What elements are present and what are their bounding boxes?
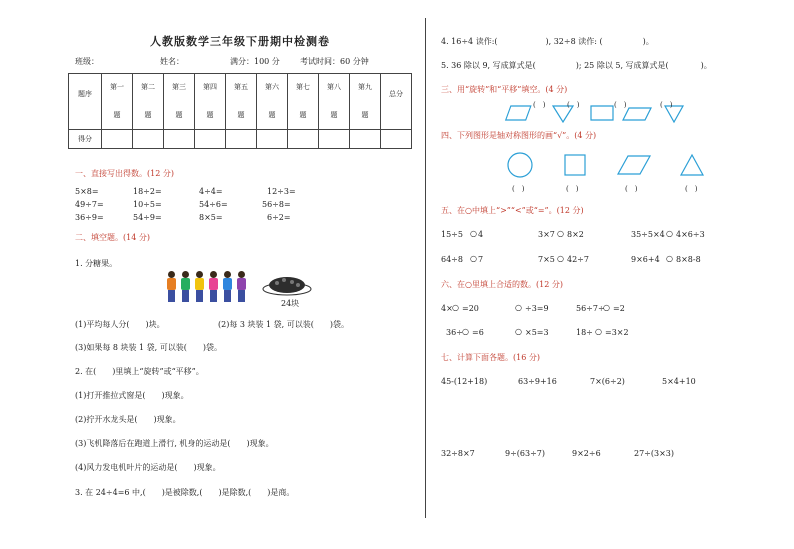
score-cell[interactable]: [195, 129, 226, 148]
header-cell-q8: 第八 题: [319, 74, 350, 130]
compare-circle[interactable]: ○: [470, 254, 477, 263]
question-2-4: 4. 16÷4 读作:( ), 32÷8 读作: ( )。: [441, 37, 654, 46]
header-cell-q2: 第二 题: [133, 74, 164, 130]
section2-heading: 二、填空题。(14 分): [75, 233, 150, 242]
score-cell[interactable]: [350, 129, 381, 148]
score-table-score-row: [69, 129, 412, 148]
compute-item: 9÷(63÷7): [505, 449, 546, 458]
calc-item: 8×5=: [199, 213, 223, 222]
compare-right: 4×6÷3: [676, 230, 705, 239]
fill-right: =2: [613, 304, 625, 313]
fill-left: 36÷: [446, 328, 463, 337]
question-2-1c: (3)如果每 8 块装 1 袋, 可以装( )袋。: [75, 343, 223, 352]
question-2-3: 3. 在 24÷4=6 中,( )是被除数,( )是除数,( )是商。: [75, 488, 295, 497]
calc-item: 56÷8=: [262, 200, 291, 209]
section7-heading: 七、计算下面各题。(16 分): [441, 353, 540, 362]
section4-heading: 四、下列图形是轴对称图形的画“√”。(4 分): [441, 131, 597, 140]
symmetry-answer-blank[interactable]: ( ): [625, 185, 638, 193]
parallelogram-shape: [506, 106, 531, 120]
question-2-2b: (2)拧开水龙头是( )现象。: [75, 415, 181, 424]
compare-left: 3×7: [538, 230, 555, 239]
score-table-header-row: [69, 74, 412, 130]
calc-item: 54÷6=: [199, 200, 228, 209]
child-figure: [221, 271, 233, 303]
page-title: 人教版数学三年级下册期中检测卷: [150, 35, 330, 48]
calc-item: 5×8=: [75, 187, 99, 196]
score-cell[interactable]: [164, 129, 195, 148]
header-cell-q6: 第六 题: [257, 74, 288, 130]
compare-left: 7×5: [538, 255, 555, 264]
symmetry-answer-blank[interactable]: ( ): [685, 185, 698, 193]
calc-item: 4÷4=: [199, 187, 223, 196]
compare-circle[interactable]: ○: [557, 254, 564, 263]
fill-left: 56÷7÷: [576, 304, 605, 313]
fill-right: ÷3=9: [525, 304, 549, 313]
calc-item: 10÷5=: [133, 200, 162, 209]
header-cell-q5: 第五 题: [226, 74, 257, 130]
compute-item: 9×2÷6: [572, 449, 601, 458]
name-label: 姓名：: [160, 57, 184, 66]
fill-right: =3×2: [605, 328, 629, 337]
calc-item: 12÷3=: [267, 187, 296, 196]
section3-heading: 三、用“旋转”和“平移”填空。(4 分): [441, 85, 568, 94]
compare-circle[interactable]: ○: [557, 229, 564, 238]
exam-time-label: 考试时间：60 分钟: [300, 57, 369, 66]
header-cell-q3: 第三 题: [164, 74, 195, 130]
score-cell[interactable]: [226, 129, 257, 148]
section5-heading: 五、在○中填上“>”“<”或“=”。(12 分): [441, 206, 584, 215]
fill-right: =20: [462, 304, 479, 313]
compute-item: 32÷8×7: [441, 449, 475, 458]
fill-right: ×5=3: [525, 328, 549, 337]
compare-right: 42÷7: [567, 255, 589, 264]
triangle-shape: [681, 155, 703, 175]
rectangle-shape: [591, 106, 613, 120]
compare-right: 8×8-8: [676, 255, 701, 264]
compute-item: 5×4+10: [662, 377, 696, 386]
compute-item: 63÷9+16: [518, 377, 557, 386]
score-cell[interactable]: [381, 129, 412, 148]
score-cell[interactable]: [102, 129, 133, 148]
children-illustration: [165, 271, 260, 303]
header-cell-total: 总分: [381, 74, 412, 130]
question-2-1a: (1)平均每人分( )块。: [75, 320, 165, 329]
child-figure: [235, 271, 247, 303]
class-label: 班级：: [75, 57, 99, 66]
compare-circle[interactable]: ○: [470, 229, 477, 238]
candy-count-label: 24块: [281, 299, 300, 308]
compare-left: 15÷5: [441, 230, 463, 239]
parallelogram-shape: [623, 108, 651, 120]
calc-item: 49÷7=: [75, 200, 104, 209]
score-cell[interactable]: [257, 129, 288, 148]
fill-circle[interactable]: ○: [462, 327, 469, 336]
parallelogram-shape: [618, 156, 650, 174]
compute-item: 45-(12+18): [441, 377, 488, 386]
compare-left: 35÷5×4: [631, 230, 665, 239]
transform-shapes: [505, 100, 685, 124]
fill-circle[interactable]: ○: [515, 327, 522, 336]
calc-item: 36÷9=: [75, 213, 104, 222]
symmetry-shapes: [505, 152, 710, 182]
question-2-2a: (1)打开推拉式窗是( )现象。: [75, 391, 189, 400]
child-figure: [165, 271, 177, 303]
compare-right: 4: [478, 230, 484, 239]
header-cell-q9: 第九 题: [350, 74, 381, 130]
fill-right: =6: [472, 328, 484, 337]
square-shape: [565, 155, 585, 175]
child-figure: [207, 271, 219, 303]
question-2-2d: (4)风力发电机叶片的运动是( )现象。: [75, 463, 221, 472]
calc-item: 54÷9=: [133, 213, 162, 222]
section6-heading: 六、在○里填上合适的数。(12 分): [441, 280, 563, 289]
header-cell-order: 题序: [69, 74, 102, 130]
header-cell-q7: 第七 题: [288, 74, 319, 130]
fill-circle[interactable]: ○: [515, 303, 522, 312]
compute-item: 27÷(3×3): [634, 449, 675, 458]
circle-shape: [508, 153, 532, 177]
fill-circle[interactable]: ○: [452, 303, 459, 312]
transform-blank[interactable]: ( ): [567, 101, 580, 109]
fill-left: 4×: [441, 304, 453, 313]
fill-left: 18÷: [576, 328, 593, 337]
compare-circle[interactable]: ○: [666, 254, 673, 263]
calc-item: 6÷2=: [267, 213, 291, 222]
compare-circle[interactable]: ○: [666, 229, 673, 238]
compare-right: 8×2: [567, 230, 584, 239]
score-cell[interactable]: [288, 129, 319, 148]
child-figure: [179, 271, 191, 303]
question-2-1: 1. 分糖果。: [75, 259, 118, 268]
child-figure: [193, 271, 205, 303]
symmetry-answer-blank[interactable]: ( ): [566, 185, 579, 193]
transform-blank[interactable]: ( ): [533, 101, 546, 109]
transform-blank[interactable]: ( ): [614, 101, 627, 109]
full-score-label: 满分：100 分: [230, 57, 280, 66]
compare-left: 9×6+4: [631, 255, 660, 264]
question-2-2c: (3)飞机降落后在跑道上滑行, 机身的运动是( )现象。: [75, 439, 274, 448]
column-divider: [425, 18, 426, 518]
score-table: [68, 73, 412, 149]
fill-circle[interactable]: ○: [595, 327, 602, 336]
question-2-2: 2. 在( )里填上“旋转”或“平移”。: [75, 367, 204, 376]
score-row-label: 得分: [69, 129, 102, 148]
calc-item: 18÷2=: [133, 187, 162, 196]
compare-right: 7: [478, 255, 484, 264]
symmetry-answer-blank[interactable]: ( ): [512, 185, 525, 193]
question-2-5: 5. 36 除以 9, 写成算式是( ); 25 除以 5, 写成算式是( )。: [441, 61, 712, 70]
header-cell-q1: 第一 题: [102, 74, 133, 130]
header-cell-q4: 第四 题: [195, 74, 226, 130]
section1-heading: 一、直接写出得数。(12 分): [75, 169, 174, 178]
score-cell[interactable]: [319, 129, 350, 148]
transform-blank[interactable]: ( ): [660, 101, 673, 109]
fill-circle[interactable]: ○: [603, 303, 610, 312]
question-2-1b: (2)每 3 块装 1 袋, 可以装( )袋。: [218, 320, 350, 329]
compute-item: 7×(6÷2): [590, 377, 625, 386]
candy-plate-illustration: [262, 273, 312, 297]
compare-left: 64÷8: [441, 255, 463, 264]
score-cell[interactable]: [133, 129, 164, 148]
